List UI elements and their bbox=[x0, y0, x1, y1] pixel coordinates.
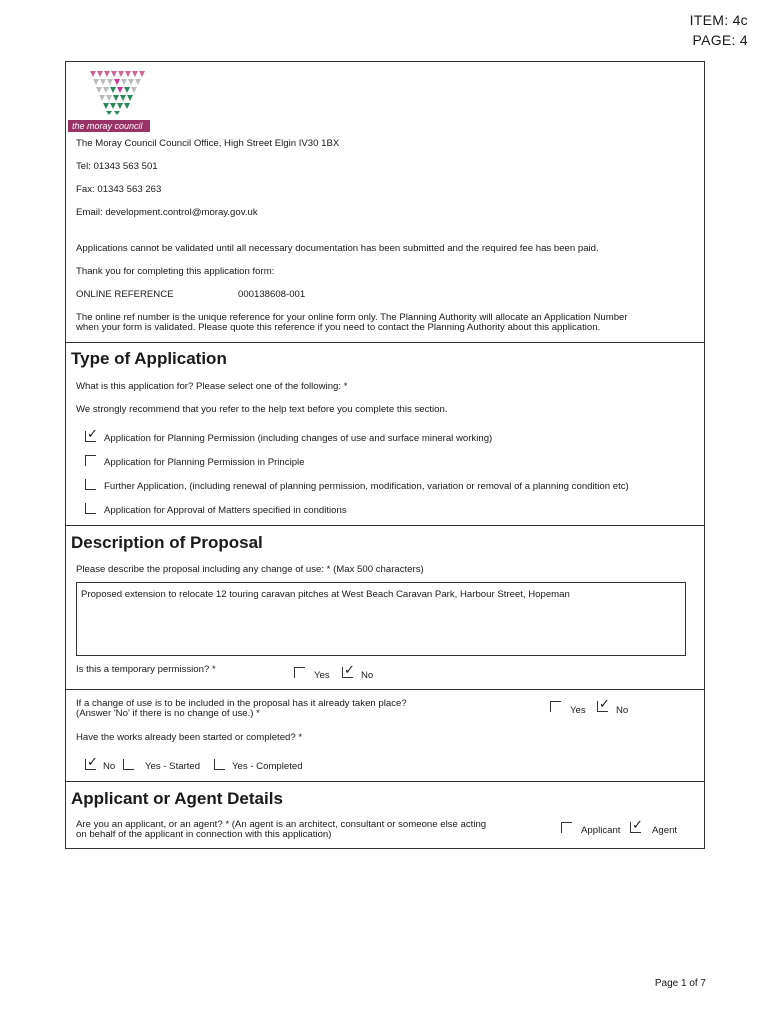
applicant-agent-heading: Applicant or Agent Details bbox=[71, 789, 283, 808]
option-planning-permission-checkbox[interactable] bbox=[85, 426, 98, 442]
works-no-checkbox[interactable] bbox=[85, 754, 98, 770]
email: Email: development.control@moray.gov.uk bbox=[76, 207, 258, 218]
item-number: ITEM: 4c bbox=[689, 12, 748, 28]
applicant-agent-question-line1: Are you an applicant, or an agent? * (An agent is an architect, consultant or someone else acting bbox=[76, 819, 487, 830]
proposal-description-value: Proposed extension to relocate 12 touring caravan pitches at West Beach Caravan Park, Harbour Street, Hopeman bbox=[81, 589, 570, 600]
change-of-use-no-checkbox[interactable] bbox=[597, 696, 610, 712]
online-reference-value: 000138608-001 bbox=[238, 289, 306, 300]
page-number-header: PAGE: 4 bbox=[692, 32, 748, 48]
applicant-checkbox[interactable] bbox=[561, 822, 572, 833]
proposal-description-textarea[interactable] bbox=[76, 582, 686, 656]
temporary-yes-label: Yes bbox=[314, 670, 330, 681]
council-address: The Moray Council Council Office, High Street Elgin IV30 1BX bbox=[76, 138, 340, 149]
works-yes-started-label: Yes - Started bbox=[145, 761, 201, 772]
change-of-use-question-line2: (Answer 'No' if there is no change of use.) * bbox=[76, 708, 260, 719]
section-divider bbox=[66, 342, 704, 343]
works-no-label: No bbox=[103, 761, 116, 772]
telephone: Tel: 01343 563 501 bbox=[76, 161, 158, 172]
section-divider bbox=[66, 689, 704, 690]
page-footer: Page 1 of 7 bbox=[654, 978, 706, 989]
temporary-no-label: No bbox=[361, 670, 374, 681]
change-of-use-yes-label: Yes bbox=[570, 705, 586, 716]
option-planning-permission-label: Application for Planning Permission (including changes of use and surface mineral working) bbox=[104, 433, 493, 444]
works-yes-completed-checkbox[interactable] bbox=[214, 759, 225, 770]
logo-text: the moray council bbox=[72, 121, 143, 131]
option-permission-in-principle-label: Application for Planning Permission in Principle bbox=[104, 457, 305, 468]
option-further-application-checkbox[interactable] bbox=[85, 479, 96, 490]
change-of-use-yes-checkbox[interactable] bbox=[550, 701, 561, 712]
temporary-no-checkbox[interactable] bbox=[342, 662, 355, 678]
validation-notice: Applications cannot be validated until all necessary documentation has been submitted and the required fee has been paid. bbox=[76, 243, 599, 254]
help-advice: We strongly recommend that you refer to the help text before you complete this section. bbox=[76, 404, 448, 415]
reference-note-line2: when your form is validated. Please quote this reference if you need to contact the Planning Authority about this application. bbox=[76, 322, 601, 333]
change-of-use-question-line1: If a change of use is to be included in the proposal has it already taken place? bbox=[76, 698, 407, 709]
section-divider bbox=[66, 781, 704, 782]
change-of-use-no-label: No bbox=[616, 705, 629, 716]
reference-note-line1: The online ref number is the unique reference for your online form only. The Planning Authority will allocate an Application Number bbox=[76, 312, 628, 323]
moray-council-logo bbox=[68, 66, 150, 132]
description-heading: Description of Proposal bbox=[71, 533, 263, 552]
option-approval-of-matters-checkbox[interactable] bbox=[85, 503, 96, 514]
works-yes-started-checkbox[interactable] bbox=[123, 759, 134, 770]
check-icon: ✓ bbox=[87, 426, 98, 441]
thanks-text: Thank you for completing this application form: bbox=[76, 266, 275, 277]
option-further-application-label: Further Application, (including renewal of planning permission, modification, variation or removal of a planning condition etc) bbox=[104, 481, 629, 492]
agent-label: Agent bbox=[652, 825, 678, 836]
agent-checkbox[interactable] bbox=[630, 817, 643, 833]
applicant-agent-question-line2: on behalf of the applicant in connection with this application) bbox=[76, 829, 332, 840]
works-started-question: Have the works already been started or completed? * bbox=[76, 732, 303, 743]
temporary-yes-checkbox[interactable] bbox=[294, 667, 305, 678]
check-icon: ✓ bbox=[87, 754, 98, 769]
check-icon: ✓ bbox=[599, 696, 610, 711]
item-reference bbox=[690, 10, 748, 50]
type-question: What is this application for? Please select one of the following: * bbox=[76, 381, 348, 392]
option-approval-of-matters-label: Application for Approval of Matters specified in conditions bbox=[104, 505, 347, 516]
description-prompt: Please describe the proposal including any change of use: * (Max 500 characters) bbox=[76, 564, 424, 575]
fax: Fax: 01343 563 263 bbox=[76, 184, 162, 195]
check-icon: ✓ bbox=[344, 662, 355, 677]
temporary-permission-question: Is this a temporary permission? * bbox=[76, 664, 216, 675]
application-form bbox=[65, 61, 705, 849]
section-divider bbox=[66, 525, 704, 526]
works-yes-completed-label: Yes - Completed bbox=[232, 761, 303, 772]
option-permission-in-principle-checkbox[interactable] bbox=[85, 455, 96, 466]
type-of-application-heading: Type of Application bbox=[71, 349, 227, 368]
check-icon: ✓ bbox=[632, 817, 643, 832]
online-reference-label: ONLINE REFERENCE bbox=[76, 289, 174, 300]
applicant-label: Applicant bbox=[581, 825, 621, 836]
